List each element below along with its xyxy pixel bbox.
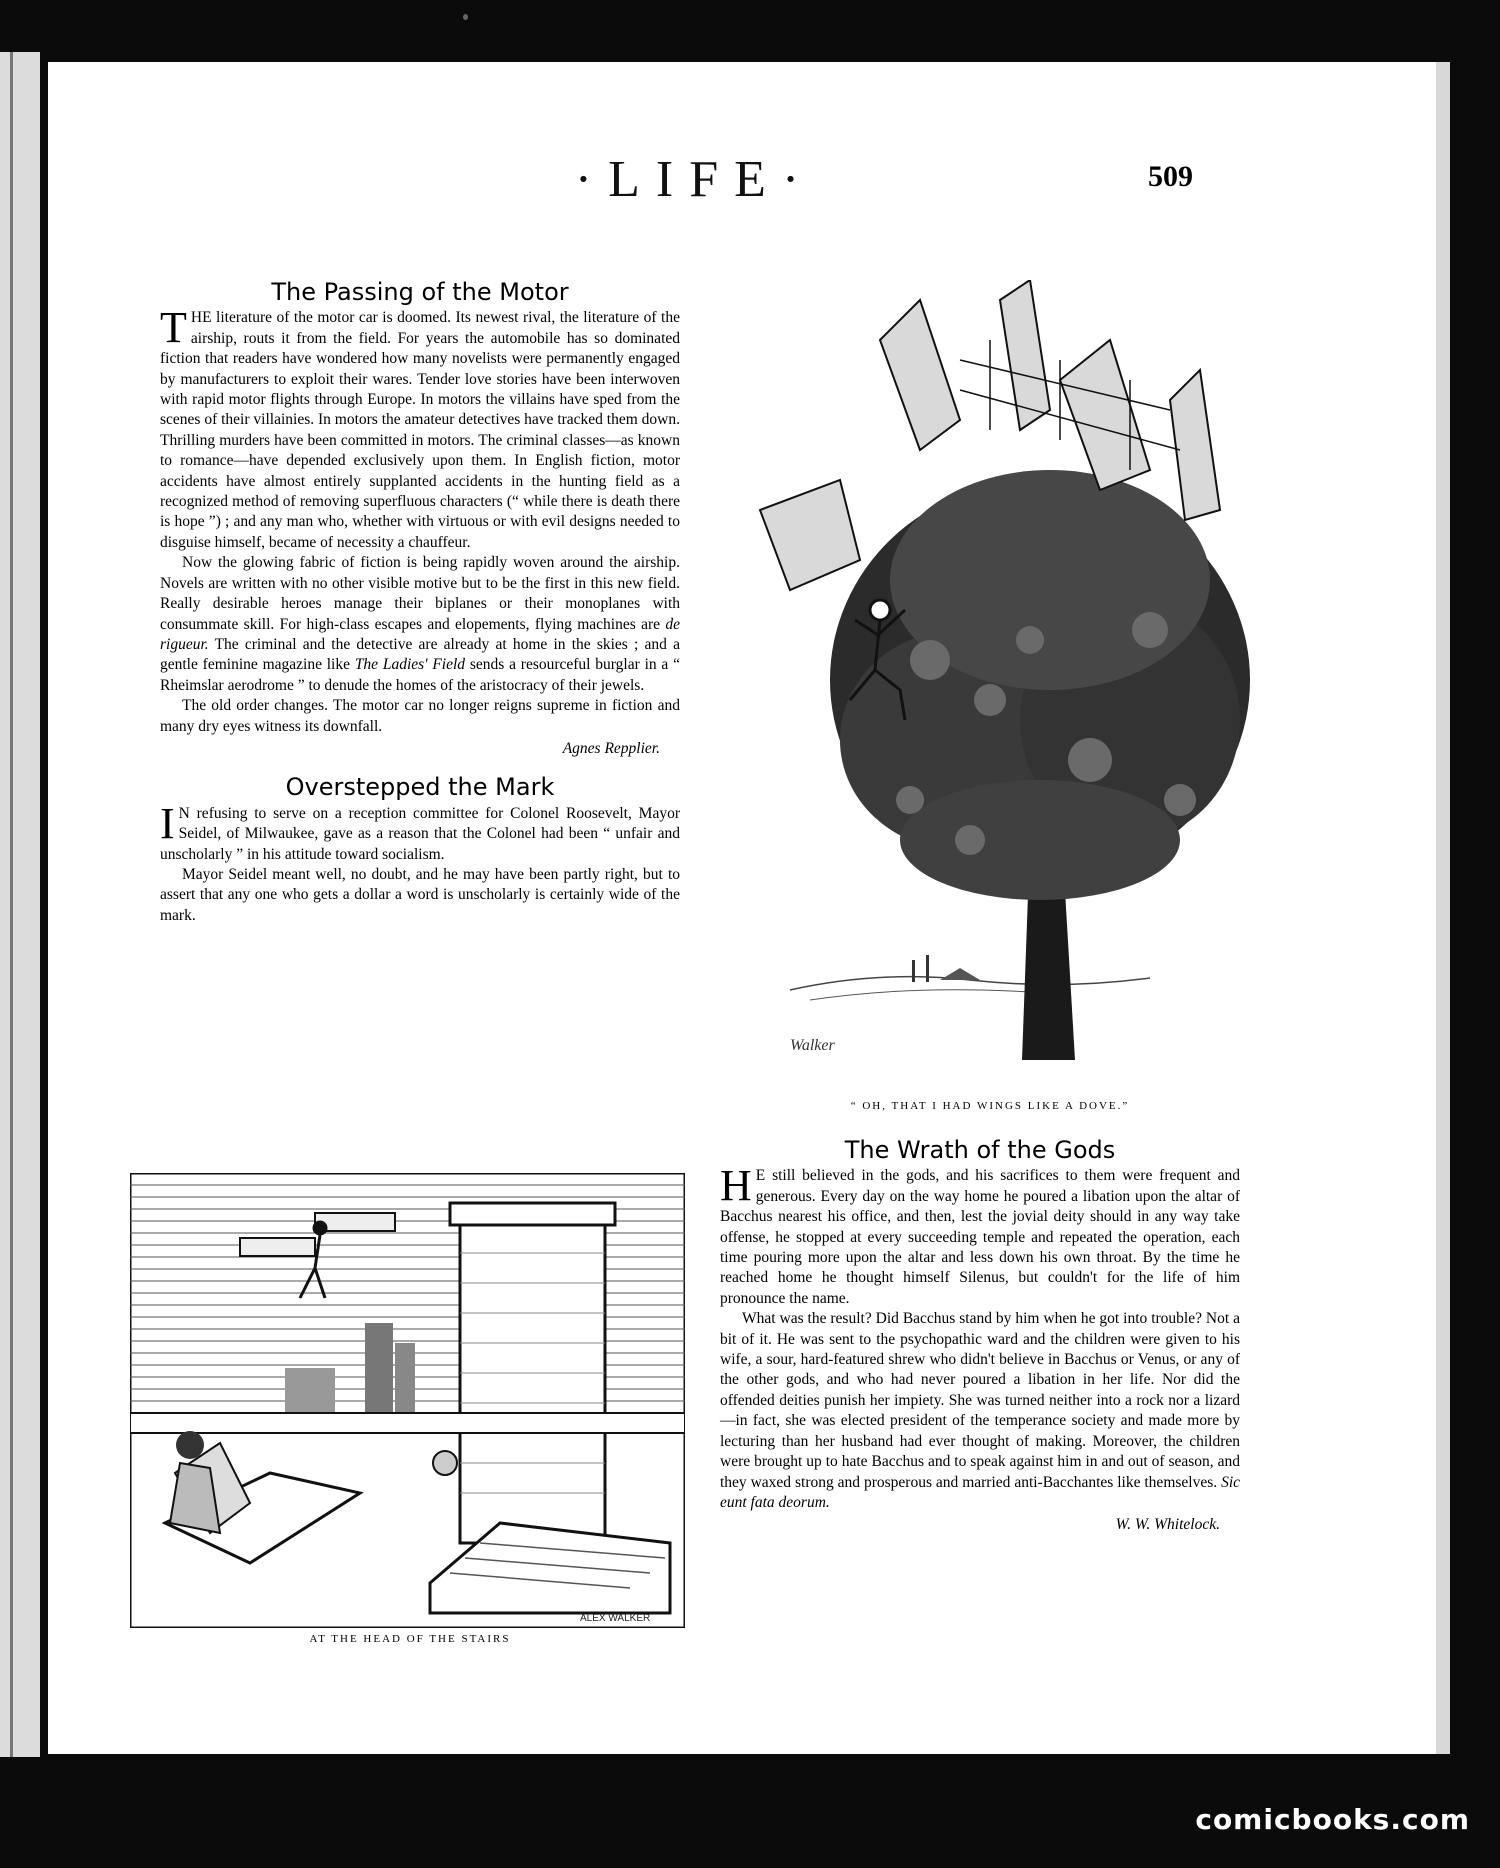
article-paragraph: H E still believed in the gods, and his sacrifices to them were frequent and generous. Every day on the way home he poured a libation upon the altar of Bacchus nearest his office, and then, lest the jovial deity should in any way take offense, he stopped at every succeeding temple and repeated the operation, each time pouring more upon the altar and less down his own throat. By the time he reached home he thought himself Silenus, but couldn't for the life of him pronounce the name.: [720, 1161, 1240, 1307]
right-column: [720, 1136, 1240, 1536]
article-paragraph: Now the glowing fabric of fiction is being rapidly woven around the airship. Novels are written with no other visible motive but to be the first in this new field. Really desirable heroes manage their biplanes or their monoplanes with consummate skill. For high-class escapes and elopements, flying machines are de rigueur. The criminal and the detective are already at home in the skies ; and a gentle feminine magazine like The Ladies' Field sends a resourceful burglar in a “ Rheimslar aerodrome ” to denude the homes of the aristocracy of their jewels.: [160, 554, 680, 694]
article-title-motor: The Passing of the Motor: [271, 278, 569, 306]
article-paragraph: I N refusing to serve on a reception committee for Colonel Roosevelt, Mayor Seidel, of Milwaukee, gave as a reason that the Colonel had been “ unfair and unscholarly ” in his attitude toward socialism.: [160, 798, 680, 863]
page-number: 509: [1148, 160, 1193, 193]
scan-speck: [463, 14, 468, 20]
drop-cap: H: [720, 1161, 752, 1211]
facing-page-edge: [0, 52, 40, 1757]
drop-cap: I: [160, 798, 175, 848]
site-watermark: comicbooks.com: [1195, 1803, 1470, 1836]
article-title-wrath: The Wrath of the Gods: [844, 1136, 1116, 1164]
drop-cap: T: [160, 303, 187, 353]
artist-signature: Walker: [790, 1037, 835, 1054]
article-paragraph: The old order changes. The motor car no longer reigns supreme in fiction and many dry eyes witness its downfall.: [160, 697, 680, 735]
rooftop-illustration: [130, 1173, 685, 1628]
artist-signature: ALEX WALKER: [580, 1613, 651, 1624]
illustration-caption-tree: “ OH, THAT I HAD WINGS LIKE A DOVE.”: [850, 1100, 1130, 1112]
article-title-mark: Overstepped the Mark: [285, 773, 555, 802]
illustration-caption-roof: AT THE HEAD OF THE STAIRS: [309, 1633, 511, 1645]
article-paragraph: What was the result? Did Bacchus stand by him when he got into trouble? Not a bit of it. He was sent to the psychopathic ward and the children were given to his wife, a sour, hard-featured shrew who didn't believe in Bacchus or Venus, or any of the other gods, and who had never poured a libation in her life. Nor did the offended deities punish her impiety. She was turned neither into a rock nor a lizard—in fact, she was elected president of the temperance society and made more by lecturing than her husband had ever thought of making. Moreover, the children were brought up to hate Bacchus and to speak against him in and out of season, and they waxed strong and prosperous and married anti-Bacchantes like themselves. Sic eunt fata deorum.: [720, 1310, 1240, 1511]
byline: W. W. Whitelock.: [1115, 1516, 1220, 1534]
tree-airplane-illustration: [730, 280, 1250, 1060]
article-paragraph: Mayor Seidel meant well, no doubt, and he may have been partly right, but to assert that any one who gets a dollar a word is unscholarly is certainly wide of the mark.: [160, 865, 680, 924]
left-column: [160, 278, 680, 926]
page-edge-shadow: [1436, 62, 1450, 1754]
byline: Agnes Repplier.: [562, 739, 660, 757]
article-paragraph: THE literature of the motor car is doomed. Its newest rival, the literature of the airship, routs it from the field. For years the automobile has so dominated fiction that readers have wondered how many novelists were permanently engaged by manufacturers to exploit their wares. Tender love stories have been interwoven with rapid motor flights through Europe. In motors the villains have sped from the scenes of their villainies. In motors the amateur detectives have tracked them down. Thrilling murders have been committed in motors. The criminal classes—as known to romance—have depended exclusively upon them. In English fiction, motor accidents have almost entirely supplanted accidents in the hunting field as a recognized method of removing superfluous characters (“ while there is death there is hope ”) ; and any man who, whether with virtuous or with evil designs needed to disguise himself, became of necessity a chauffeur.: [160, 303, 680, 551]
magazine-title: ·LIFE·: [574, 151, 816, 208]
